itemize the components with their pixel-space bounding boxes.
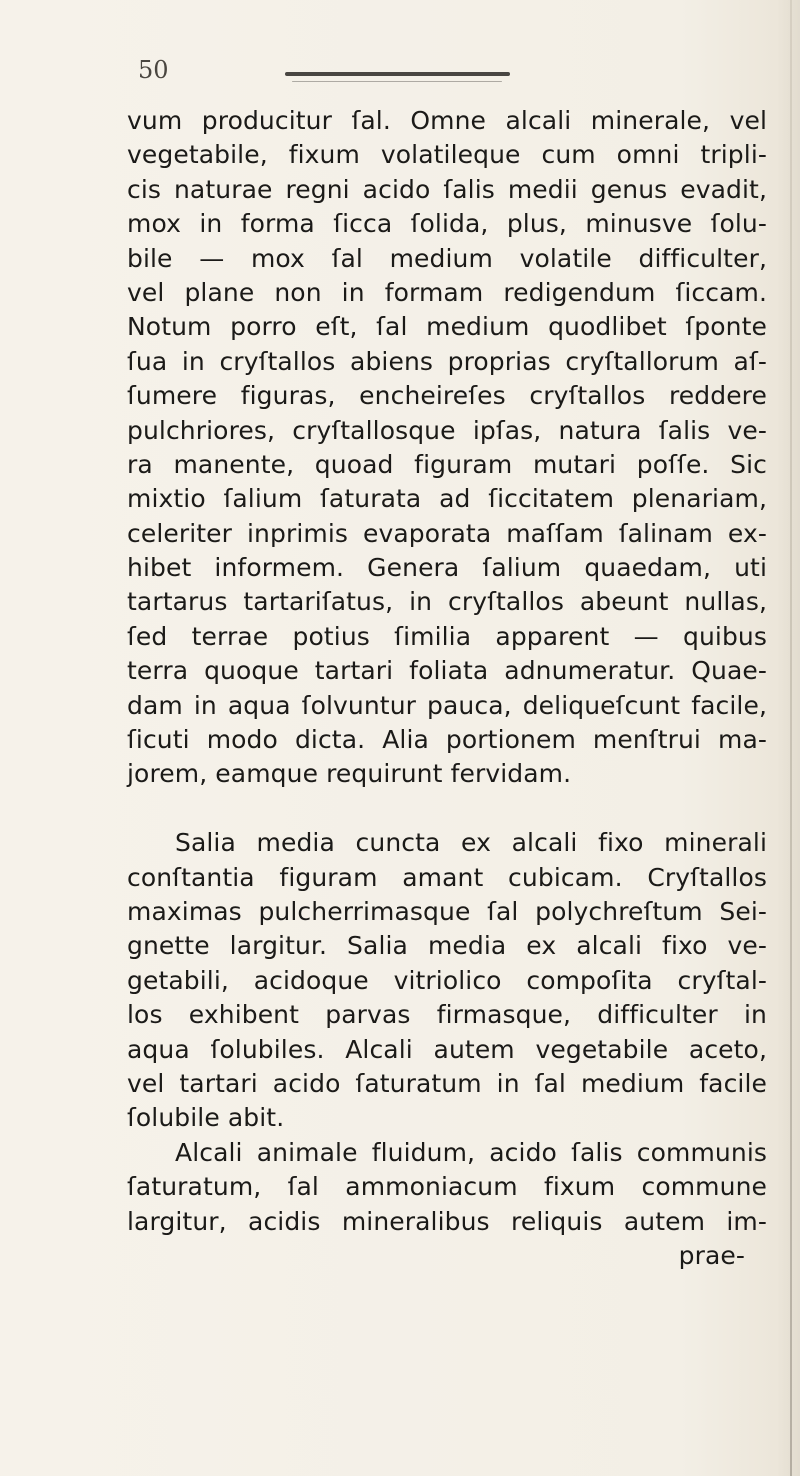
paragraph-gap: [127, 792, 767, 826]
text-line: Salia media cuncta ex alcali fixo minerali: [175, 828, 767, 858]
text-line: conſtantia figuram amant cubicam. Cryſtallos: [127, 862, 767, 892]
text-line: aqua ſolubiles. Alcali autem vegetabile aceto,: [127, 1034, 767, 1064]
text-line: maximas pulcherrimasque ſal polychreſtum Sei-: [127, 896, 767, 926]
text-line: terra quoque tartari foliata adnumeratur. Quae-: [127, 656, 767, 686]
text-line: Alcali animale fluidum, acido ſalis communis: [175, 1137, 767, 1167]
text-line: ſolubile abit.: [127, 1103, 285, 1133]
text-line: vum producitur ſal. Omne alcali minerale, vel: [127, 106, 767, 135]
text-line: ſumere figuras, encheireſes cryſtallos reddere: [127, 381, 767, 411]
text-line: vel plane non in formam redigendum ſiccam.: [127, 277, 767, 307]
text-line: ſaturatum, ſal ammoniacum fixum commune: [127, 1172, 767, 1202]
text-line: gnette largitur. Salia media ex alcali fixo ve-: [127, 931, 767, 961]
text-line: ra manente, quoad figuram mutari poſſe. Sic: [127, 449, 767, 479]
text-line: cis naturae regni acido ſalis medii genus evadit,: [127, 174, 767, 204]
text-line: largitur, acidis mineralibus reliquis autem im-: [127, 1206, 767, 1236]
text-line: dam in aqua ſolvuntur pauca, deliqueſcunt facile,: [127, 690, 767, 720]
body-text: [127, 104, 767, 1273]
catchword: prae-: [678, 1240, 745, 1270]
text-line: vegetabile, fixum volatileque cum omni tripli-: [127, 140, 767, 170]
text-line: bile — mox ſal medium volatile difficulter,: [127, 243, 767, 273]
text-line: hibet informem. Genera ſalium quaedam, uti: [127, 553, 767, 583]
text-line: Notum porro eſt, ſal medium quodlibet ſponte: [127, 312, 767, 342]
text-line: mox in forma ſicca ſolida, plus, minusve ſolu-: [127, 209, 767, 239]
text-line: celeriter inprimis evaporata maſſam ſalinam ex-: [127, 518, 767, 548]
text-line: pulchriores, cryſtallosque ipſas, natura ſalis ve-: [127, 415, 767, 445]
text-line: ſua in cryſtallos abiens proprias cryſtallorum aſ-: [127, 346, 767, 376]
text-line: ſed terrae potius ſimilia apparent — quibus: [127, 621, 767, 651]
text-line: los exhibent parvas firmasque, difficulter in: [127, 1000, 767, 1030]
text-line: getabili, acidoque vitriolico compoſita cryſtal-: [127, 965, 767, 995]
header-rule-thin: [292, 81, 502, 82]
page-number: 50: [138, 56, 169, 84]
text-line: jorem, eamque requirunt fervidam.: [127, 759, 572, 789]
text-line: vel tartari acido ſaturatum in ſal medium facile: [127, 1068, 767, 1098]
header-rule: [285, 72, 510, 76]
text-line: tartarus tartariſatus, in cryſtallos abeunt nullas,: [127, 587, 767, 617]
text-line: ſicuti modo dicta. Alia portionem menſtrui ma-: [127, 725, 767, 755]
page-edge-shadow: [790, 0, 792, 1476]
text-line: mixtio ſalium ſaturata ad ſiccitatem plenariam,: [127, 484, 767, 514]
